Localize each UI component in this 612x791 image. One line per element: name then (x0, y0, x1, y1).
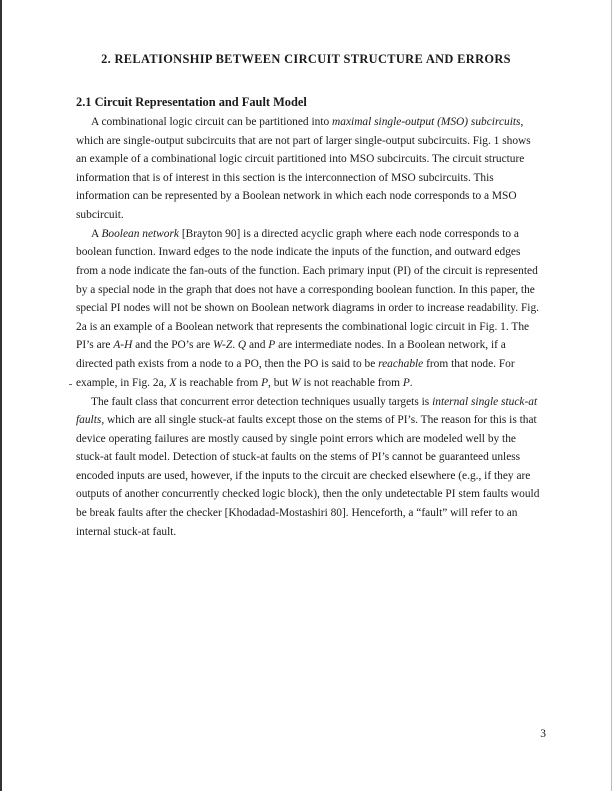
var-pi-range: A-H (113, 339, 133, 352)
text-run: A (91, 227, 102, 240)
subsection-title: 2.1 Circuit Representation and Fault Model (76, 95, 307, 109)
text-run: is not reachable from (300, 376, 403, 389)
var-p: P (402, 376, 410, 389)
text-run: and (246, 339, 269, 352)
var-q: Q (237, 339, 247, 352)
text-run: [Brayton 90] is a directed acyclic graph where each node corresponds to a boolean function. Inward edges to the node indicate the inputs of the function, and outward edges from a node indicate the fan-outs of the function. Each primary input (PI) of the circuit is represented by a special node in the graph that does not have a corresponding boolean function. In this paper, the special PI nodes will not be shown on Boolean network diagrams in order to increase readability. Fig. 2a is an example of a Boolean network that represents the combinational logic circuit in Fig. 1. The PI’s are (76, 227, 540, 352)
var-x: X (169, 376, 177, 389)
term-reachable: reachable (378, 358, 424, 371)
page-number: 3 (540, 728, 546, 740)
var-p: P (261, 376, 269, 389)
term-boolean-network: Boolean network (101, 227, 179, 240)
text-run: . (409, 376, 413, 389)
text-run: from that node. For example, in Fig. 2a, (76, 358, 515, 389)
term-internal-single-stuck-at-faults: internal single stuck-at faults (76, 395, 538, 427)
paragraph-fault-class (76, 393, 542, 542)
text-run: , but (268, 376, 292, 389)
text-run: , which are single-output subcircuits that are not part of larger single-output subcircuits. Fig. 1 shows an example of a combinational logic circuit partitioned into MSO subcircuits. The circuit structure information that is of interest in this section is the interconnection of MSO subcircuits. This information can be represented by a Boolean network in which each node corresponds to a MSO subcircuit. (76, 116, 531, 221)
var-w: W (291, 376, 301, 389)
text-run: A combinational logic circuit can be partitioned into (91, 116, 333, 128)
text-run: is reachable from (176, 376, 262, 389)
term-mso-subcircuits: maximal single-output (MSO) subcircuits (332, 116, 521, 128)
scan-left-edge (0, 0, 2, 791)
paragraph-mso-subcircuits (76, 113, 542, 225)
text-run: are intermediate nodes. In a Boolean network, if a directed path exists from a node to a PO, then the PO is said to be (76, 339, 506, 371)
text-run: and the PO’s are (132, 339, 213, 352)
scan-mark (69, 384, 72, 385)
var-po-range: W-Z (212, 339, 233, 352)
text-run: . (232, 339, 238, 352)
paragraph-boolean-network (76, 225, 542, 392)
var-p: P (268, 339, 276, 352)
body-text (76, 113, 542, 541)
text-run: The fault class that concurrent error detection techniques usually targets is (91, 395, 433, 408)
section-title: 2. RELATIONSHIP BETWEEN CIRCUIT STRUCTURE AND ERRORS (101, 52, 511, 66)
text-run: , which are all single stuck-at faults except those on the stems of PI’s. The reason for this is that device operating failures are mostly caused by single point errors which are modeled well by the stuck-at fault model. Detection of stuck-at faults on the stems of PI’s cannot be guaranteed unless encoded inputs are used, however, if the inputs to the circuit are checked elsewhere (e.g., if they are outputs of another concurrently checked logic block), then the only undetectable PI stem faults would be break faults after the checker [Khodadad-Mostashiri 80]. Henceforth, a “fault” will refer to an internal stuck-at fault. (76, 414, 540, 538)
